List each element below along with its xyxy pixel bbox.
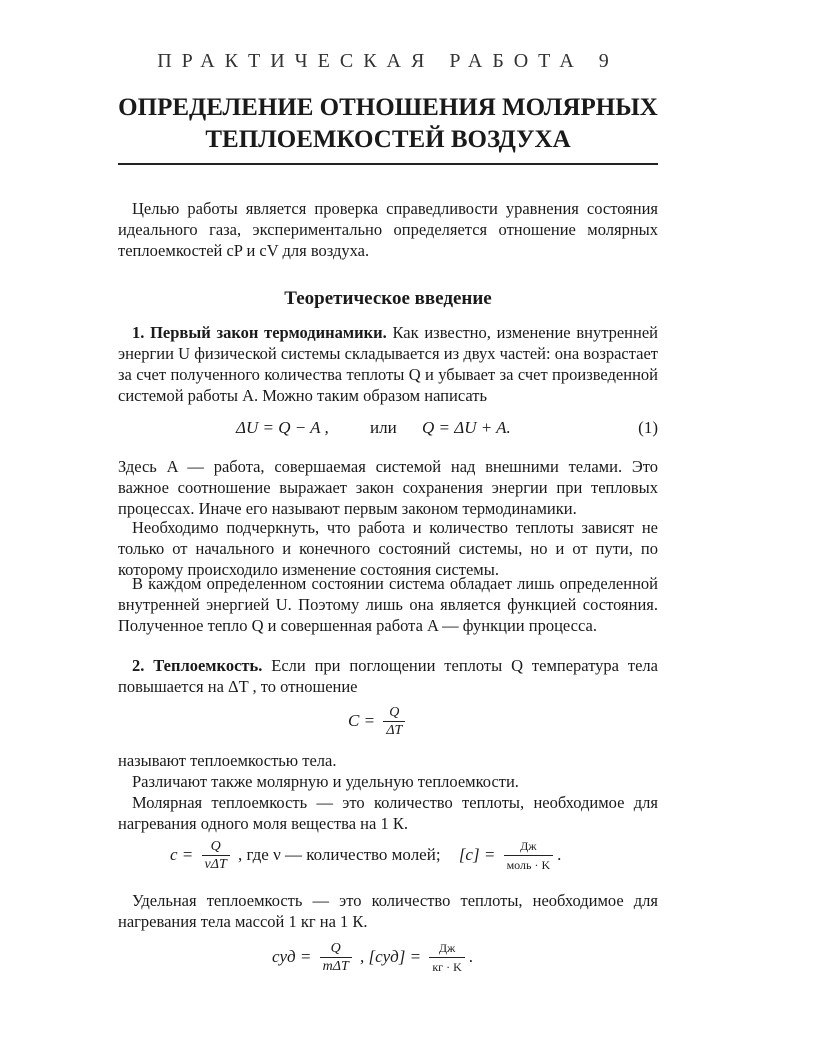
- equation-1-right: Q = ΔU + A.: [422, 418, 511, 437]
- eq-cud-unit-denominator: кг · K: [429, 957, 464, 976]
- equation-1-number: (1): [638, 418, 658, 437]
- paragraph-first-law: Здесь A — работа, совершаемая системой над внешними телами. Это важное соотношение выражает закон сохранения энергии при тепловых процессах. Иначе его называют первым законом термодинамики.: [118, 457, 658, 518]
- paragraph-molar-definition: Молярная теплоемкость — это количество теплоты, необходимое для нагревания одного моля вещества на 1 К.: [118, 793, 658, 833]
- section-2-text: Если при поглощении теплоты Q температура тела повышается на ΔT , то отношение: [118, 656, 658, 696]
- eq-c-lhs: c =: [170, 844, 194, 864]
- equation-specific: cуд = $\frac{Q}{\text{mΔT}}$ , [cуд] = $\frac{Дж}{кг \cdot K}$ .: [272, 941, 474, 974]
- eq-cud-fraction: [320, 940, 352, 976]
- page-title: [118, 92, 658, 156]
- eq-c-unit-numerator: Дж: [520, 839, 537, 853]
- eq-c-middle: , где ν — количество молей;: [238, 844, 441, 864]
- paragraph-heat-capacity-name: называют теплоемкостью тела.: [118, 751, 337, 770]
- eq-C-numerator: Q: [389, 705, 400, 720]
- equation-heat-capacity: [348, 704, 409, 740]
- eq-c-numerator: Q: [210, 839, 221, 854]
- work-number: ПРАКТИЧЕСКАЯ РАБОТА 9: [157, 50, 619, 72]
- eq-c-fraction: [202, 838, 230, 874]
- eq-cud-denominator: mΔT: [320, 957, 352, 976]
- equation-1-or: или: [370, 418, 397, 437]
- paragraph-path-dependence: Необходимо подчеркнуть, что работа и количество теплоты зависят не только от начального и конечного состояний системы, но и от пути, по которому происходило изменение состояния системы.: [118, 518, 658, 579]
- paragraph-distinguish: Различают также молярную и удельную теплоемкости.: [132, 772, 519, 791]
- section-title: Теоретическое введение: [284, 288, 492, 309]
- intro-paragraph: Целью работы является проверка справедливости уравнения состояния идеального газа, экспериментально определяется отношение молярных теплоемкостей cP и cV для воздуха.: [118, 199, 658, 260]
- title-line-1: ОПРЕДЕЛЕНИЕ ОТНОШЕНИЯ МОЛЯРНЫХ: [118, 94, 658, 121]
- paragraph-state-function: В каждом определенном состоянии система обладает лишь определенной внутренней энергией U. Поэтому лишь она является функцией состояния. Полученное тепло Q и совершенная работа A — функции процесса.: [118, 574, 658, 635]
- eq-cud-lhs: cуд =: [272, 946, 312, 966]
- equation-1: [118, 418, 658, 442]
- paragraph-specific-definition: Удельная теплоемкость — это количество теплоты, необходимое для нагревания тела массой 1 кг на 1 К.: [118, 891, 658, 931]
- equation-1-left: ΔU = Q − A ,: [236, 418, 329, 437]
- eq-C-denominator: ΔT: [383, 721, 405, 740]
- eq-cud-unit-lhs: , [cуд] =: [360, 946, 422, 966]
- title-line-2: ТЕПЛОЕМКОСТЕЙ ВОЗДУХА: [205, 126, 571, 153]
- eq-C-lhs: C =: [348, 710, 376, 730]
- eq-c-unit-denominator: моль · K: [504, 855, 554, 874]
- section-2-paragraph: [118, 655, 658, 697]
- eq-cud-numerator: Q: [330, 941, 341, 956]
- title-divider: [118, 163, 658, 165]
- eq-cud-unit-fraction: [429, 940, 464, 976]
- eq-c-denominator: νΔT: [202, 855, 230, 874]
- eq-c-unit-fraction: [504, 838, 554, 874]
- section-1-paragraph: [118, 322, 658, 406]
- section-1-text: Как известно, изменение внутренней энергии U физической системы складывается из двух частей: она возрастает за счет полученного количества теплоты Q и убывает за счет произведенной системой работы A. Можно таким образом написать: [118, 323, 658, 405]
- eq-C-fraction: [383, 704, 405, 740]
- equation-molar: c = $\frac{Q}{\text{νΔT}}$ , где ν — количество молей; [c] = $\frac{Дж}{\text{моль · K}}$ .: [170, 839, 562, 872]
- section-2-heading: 2. Теплоемкость.: [132, 656, 263, 675]
- eq-c-unit-lhs: [c] =: [458, 844, 496, 864]
- section-1-heading: 1. Первый закон термодинамики.: [132, 323, 387, 342]
- eq-cud-unit-numerator: Дж: [438, 941, 456, 955]
